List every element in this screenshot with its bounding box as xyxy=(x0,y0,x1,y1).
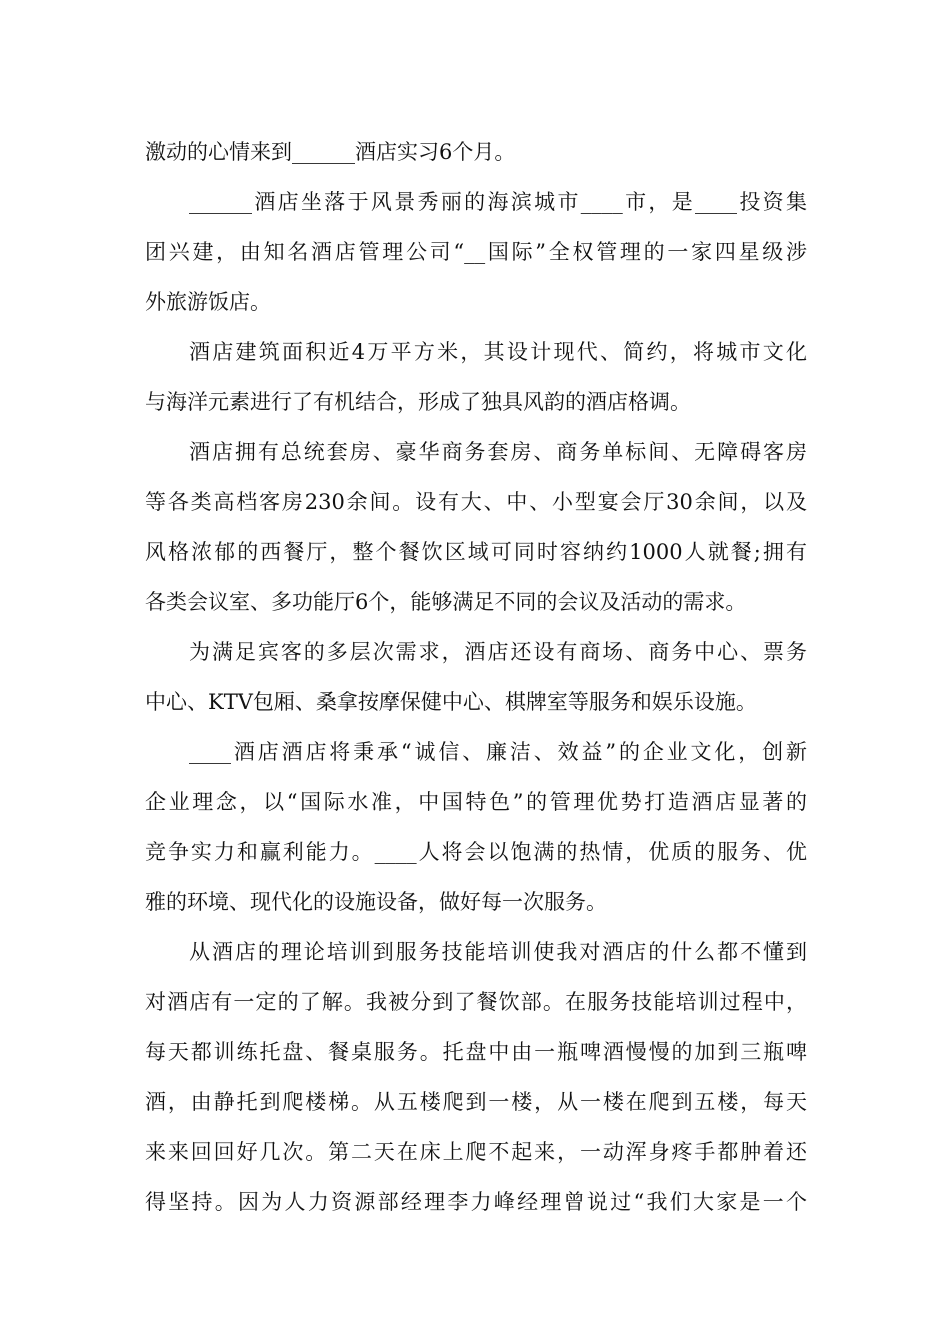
text-line: 等各类高档客房230余间。设有大、中、小型宴会厅30余间，以及 xyxy=(145,490,807,514)
text-line: 得坚持。因为人力资源部经理李力峰经理曾说过“我们大家是一个 xyxy=(145,1190,807,1214)
text-line: 中心、KTV包厢、桑拿按摩保健中心、棋牌室等服务和娱乐设施。 xyxy=(145,690,757,714)
text-line: 来来回回好几次。第二天在床上爬不起来，一动浑身疼手都肿着还 xyxy=(145,1140,807,1164)
text-line: 酒店拥有总统套房、豪华商务套房、商务单标间、无障碍客房 xyxy=(189,440,807,464)
paragraph-rooms xyxy=(145,427,807,627)
text-line: 竞争实力和赢利能力。____人将会以饱满的热情，优质的服务、优 xyxy=(145,840,807,864)
text-line: ____酒店酒店将秉承“诚信、廉洁、效益”的企业文化，创新 xyxy=(189,740,807,764)
text-line: 雅的环境、现代化的设施设备，做好每一次服务。 xyxy=(145,890,607,914)
paragraph-building xyxy=(145,327,807,427)
document-body xyxy=(145,127,807,1227)
text-line: 酒店建筑面积近4万平方米，其设计现代、简约，将城市文化 xyxy=(189,340,807,364)
text-line: 企业理念，以“国际水准，中国特色”的管理优势打造酒店显著的 xyxy=(145,790,807,814)
paragraph-hotel-location xyxy=(145,177,807,327)
text-line: 各类会议室、多功能厅6个，能够满足不同的会议及活动的需求。 xyxy=(145,590,747,614)
text-line: 团兴建，由知名酒店管理公司“__国际”全权管理的一家四星级涉 xyxy=(145,240,807,264)
text-line: 对酒店有一定的了解。我被分到了餐饮部。在服务技能培训过程中， xyxy=(145,990,807,1014)
text-line: 与海洋元素进行了有机结合，形成了独具风韵的酒店格调。 xyxy=(145,390,691,414)
text-line: 外旅游饭店。 xyxy=(145,290,271,314)
text-line: 风格浓郁的西餐厅，整个餐饮区域可同时容纳约1000人就餐;拥有 xyxy=(145,540,807,564)
paragraph-facilities xyxy=(145,627,807,727)
paragraph-intro-tail xyxy=(145,127,807,177)
text-line: 激动的心情来到______酒店实习6个月。 xyxy=(145,140,516,164)
text-line: 为满足宾客的多层次需求，酒店还设有商场、商务中心、票务 xyxy=(189,640,807,664)
paragraph-culture xyxy=(145,727,807,927)
text-line: 酒，由静托到爬楼梯。从五楼爬到一楼，从一楼在爬到五楼，每天 xyxy=(145,1090,807,1114)
text-line: 每天都训练托盘、餐桌服务。托盘中由一瓶啤酒慢慢的加到三瓶啤 xyxy=(145,1040,807,1064)
text-line: ______酒店坐落于风景秀丽的海滨城市____市，是____投资集 xyxy=(189,190,807,214)
text-line: 从酒店的理论培训到服务技能培训使我对酒店的什么都不懂到 xyxy=(189,940,807,964)
paragraph-training xyxy=(145,927,807,1227)
